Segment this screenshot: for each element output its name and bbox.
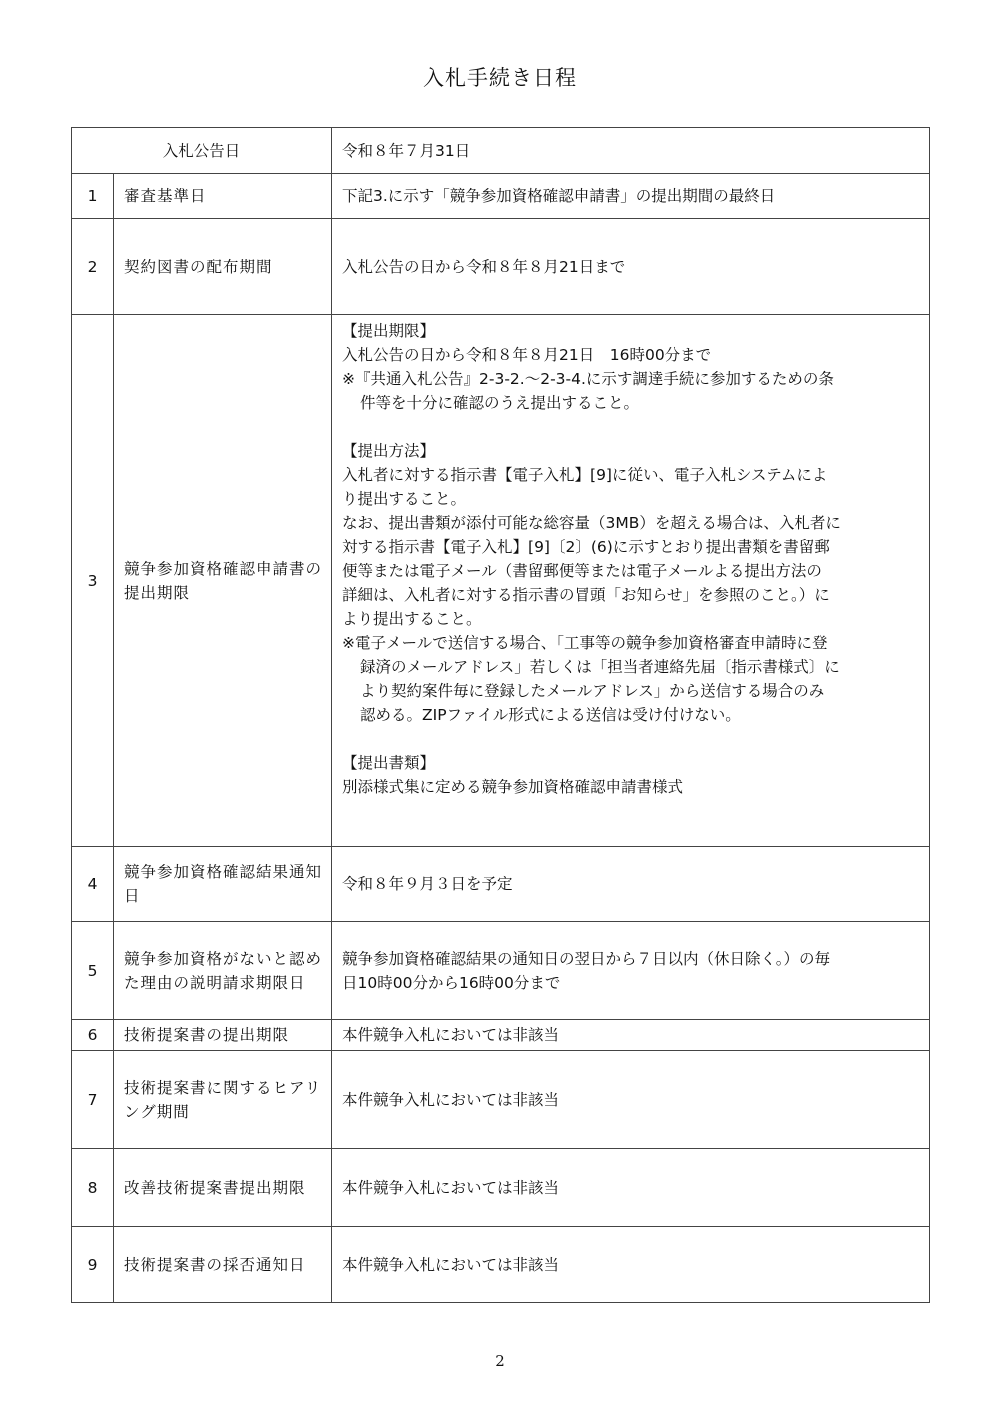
row-detail xyxy=(332,847,930,922)
section-heading-documents: 【提出書類】 xyxy=(342,754,436,772)
schedule-table xyxy=(71,127,930,1303)
row-detail xyxy=(332,174,930,219)
detail-line: 競争参加資格確認結果の通知日の翌日から７日以内（休日除く。）の毎 xyxy=(342,949,830,968)
announcement-date-label: 入札公告日 xyxy=(72,128,332,174)
row-detail xyxy=(332,1149,930,1227)
announcement-date-value: 令和８年７月31日 xyxy=(332,128,930,174)
detail-line: 便等または電子メール（書留郵便等または電子メールよる提出方法の xyxy=(342,562,822,580)
detail-line: なお、提出書類が添付可能な総容量（3MB）を超える場合は、入札者に xyxy=(342,514,841,532)
table-row xyxy=(72,315,930,847)
section-heading-method: 【提出方法】 xyxy=(342,442,436,460)
table-row xyxy=(72,847,930,922)
table-row xyxy=(72,219,930,315)
table-row xyxy=(72,1227,930,1303)
row-item: 競争参加資格確認申請書の提出期限 xyxy=(114,315,332,847)
table-row xyxy=(72,1051,930,1149)
detail-line: 別添様式集に定める競争参加資格確認申請書様式 xyxy=(342,778,684,796)
detail-line: 本件競争入札においては非該当 xyxy=(342,1090,560,1109)
section-heading-deadline: 【提出期限】 xyxy=(342,322,436,340)
note-line: 件等を十分に確認のうえ提出すること。 xyxy=(360,394,640,412)
row-number: 8 xyxy=(72,1149,114,1227)
row-item: 契約図書の配布期間 xyxy=(114,219,332,315)
row-number: 6 xyxy=(72,1020,114,1051)
row-number: 3 xyxy=(72,315,114,847)
row-detail xyxy=(332,219,930,315)
row-number: 5 xyxy=(72,922,114,1020)
detail-line: り提出すること。 xyxy=(342,490,467,508)
table-row xyxy=(72,1020,930,1051)
note-line: 録済のメールアドレス」若しくは「担当者連絡先届〔指示書様式〕に xyxy=(360,658,840,676)
note-line: 認める。ZIPファイル形式による送信は受け付けない。 xyxy=(360,706,741,724)
detail-line: 本件競争入札においては非該当 xyxy=(342,1255,560,1274)
spacer xyxy=(342,415,921,439)
detail-line: 入札者に対する指示書【電子入札】[9]に従い、電子入札システムによ xyxy=(342,466,828,484)
detail-line: 詳細は、入札者に対する指示書の冒頭「お知らせ」を参照のこと。）に xyxy=(342,586,830,604)
row-number: 2 xyxy=(72,219,114,315)
detail-line: 入札公告の日から令和８年８月21日 16時00分まで xyxy=(342,346,712,364)
note-line: ※『共通入札公告』2-3-2.～2-3-4.に示す調達手続に参加するための条 xyxy=(342,370,834,388)
detail-line: 下記3.に示す「競争参加資格確認申請書」の提出期間の最終日 xyxy=(342,187,776,205)
detail-line: 日10時00分から16時00分まで xyxy=(342,973,561,992)
table-row xyxy=(72,1149,930,1227)
spacer xyxy=(342,727,921,751)
table-row xyxy=(72,922,930,1020)
row-item: 技術提案書に関するヒアリング期間 xyxy=(114,1051,332,1149)
row-item: 審査基準日 xyxy=(114,174,332,219)
row-detail xyxy=(332,1227,930,1303)
page-number: 2 xyxy=(495,1352,505,1370)
detail-line: より提出すること。 xyxy=(342,610,482,628)
table-row xyxy=(72,174,930,219)
row-number: 1 xyxy=(72,174,114,219)
detail-line: 令和８年９月３日を予定 xyxy=(342,875,513,893)
row-number: 4 xyxy=(72,847,114,922)
note-line: より契約案件毎に登録したメールアドレス」から送信する場合のみ xyxy=(360,682,825,700)
row-item: 技術提案書の提出期限 xyxy=(114,1020,332,1051)
detail-line: 入札公告の日から令和８年８月21日まで xyxy=(342,257,626,276)
document-title: 入札手続き日程 xyxy=(423,66,577,90)
note-line: ※電子メールで送信する場合、「工事等の競争参加資格審査申請時に登 xyxy=(342,634,828,652)
row-item: 競争参加資格確認結果通知日 xyxy=(114,847,332,922)
row-item: 技術提案書の採否通知日 xyxy=(114,1227,332,1303)
row-number: 9 xyxy=(72,1227,114,1303)
row-number: 7 xyxy=(72,1051,114,1149)
detail-line: 対する指示書【電子入札】[9]〔2〕(6)に示すとおり提出書類を書留郵 xyxy=(342,538,830,556)
table-header-row xyxy=(72,128,930,174)
detail-line: 本件競争入札においては非該当 xyxy=(342,1026,560,1044)
row-item: 改善技術提案書提出期限 xyxy=(114,1149,332,1227)
detail-line: 本件競争入札においては非該当 xyxy=(342,1178,560,1197)
row-detail xyxy=(332,1051,930,1149)
row-detail xyxy=(332,1020,930,1051)
row-detail xyxy=(332,315,930,847)
row-item: 競争参加資格がないと認めた理由の説明請求期限日 xyxy=(114,922,332,1020)
row-detail xyxy=(332,922,930,1020)
